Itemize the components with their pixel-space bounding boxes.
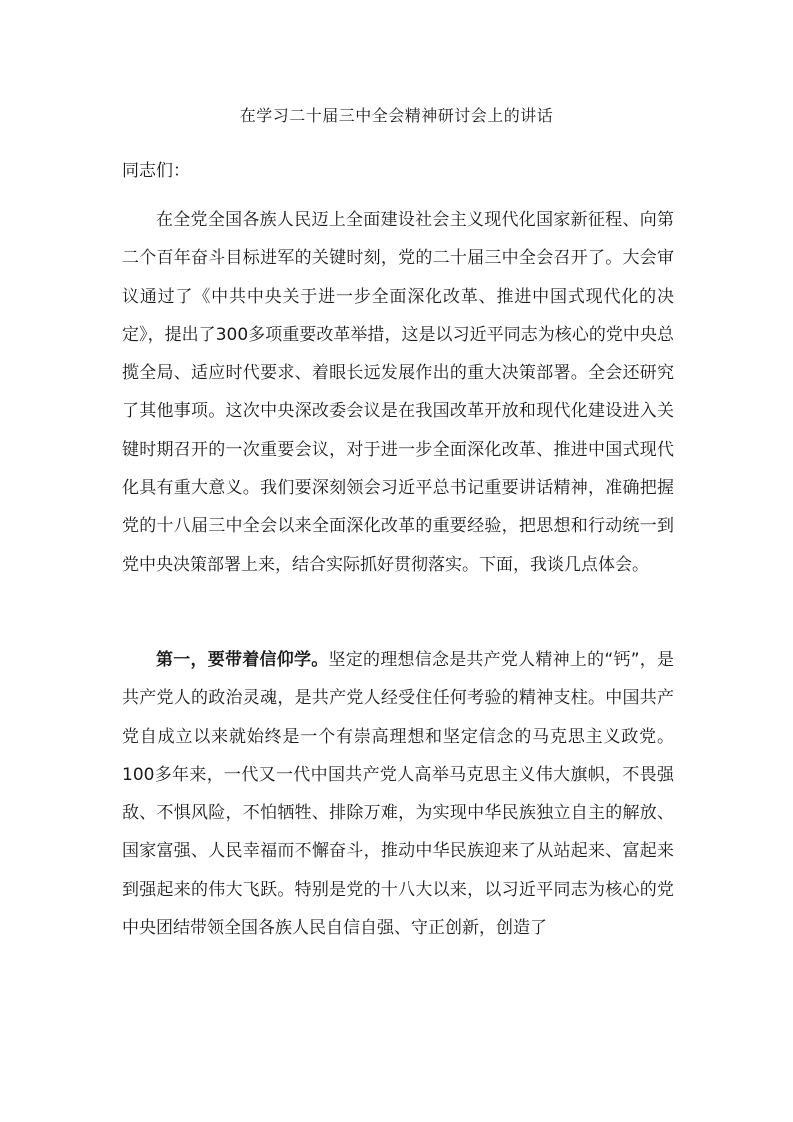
paragraph-first-point bbox=[122, 641, 674, 947]
document-title: 在学习二十届三中全会精神研讨会上的讲话 bbox=[239, 106, 554, 125]
paragraph-first-point-lead: 第一，要带着信仰学。 bbox=[156, 650, 329, 670]
paragraph-first-point-text: 坚定的理想信念是共产党人精神上的“钙”，是共产党人的政治灵魂，是共产党人经受住任何考验的精神支柱。中国共产党自成立以来就始终是一个有崇高理想和坚定信念的马克思主义政党。100多年来，一代又一代中国共产党人高举马克思主义伟大旗帜，不畏强敌、不惧风险，不怕牺牲、排除万难，为实现中华民族独立自主的解放、国家富强、人民幸福而不懈奋斗，推动中华民族迎来了从站起来、富起来到强起来的伟大飞跃。特别是党的十八大以来，以习近平同志为核心的党中央团结带领全国各族人民自信自强、守正创新，创造了 bbox=[122, 650, 674, 939]
paragraph-intro-text: 在全党全国各族人民迈上全面建设社会主义现代化国家新征程、向第二个百年奋斗目标进军的关键时刻，党的二十届三中全会召开了。大会审议通过了《中共中央关于进一步全面深化改革、推进中国式现代化的决定》，提出了300多项重要改革举措，这是以习近平同志为核心的党中央总揽全局、适应时代要求、着眼长远发展作出的重大决策部署。全会还研究了其他事项。这次中央深改委会议是在我国改革开放和现代化建设进入关键时期召开的一次重要会议，对于进一步全面深化改革、推进中国式现代化具有重大意义。我们要深刻领会习近平总书记重要讲话精神，准确把握党的十八届三中全会以来全面深化改革的重要经验，把思想和行动统一到党中央决策部署上来，结合实际抓好贯彻落实。下面，我谈几点体会。 bbox=[122, 210, 674, 575]
salutation: 同志们： bbox=[122, 161, 190, 181]
paragraph-intro bbox=[122, 201, 674, 584]
